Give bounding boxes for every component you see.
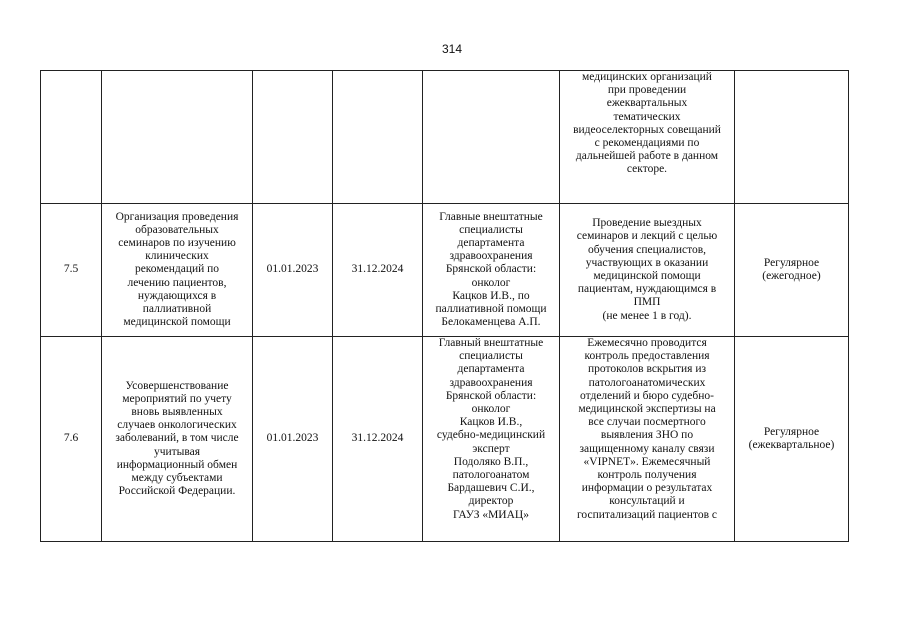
- activities-table: [40, 70, 849, 542]
- cell-activity: [102, 71, 253, 204]
- cell-end-date: [333, 71, 423, 204]
- cell-responsible: [423, 71, 560, 204]
- cell-start-date: [253, 71, 333, 204]
- table-row: [41, 204, 849, 337]
- cell-number: 7.5: [41, 204, 102, 337]
- cell-frequency: Регулярное (ежегодное): [735, 204, 849, 337]
- table-row: [41, 71, 849, 204]
- page-number: 314: [441, 42, 463, 56]
- cell-frequency: [735, 71, 849, 204]
- cell-activity: Усовершенствование мероприятий по учету вновь выявленных случаев онкологических заболеваний, в том числе учитывая информационный обмен между субъектами Российской Федерации.: [102, 337, 253, 542]
- table-row: [41, 337, 849, 542]
- cell-start-date: 01.01.2023: [253, 337, 333, 542]
- cell-responsible: Главный внештатные специалисты департамента здравоохранения Брянской области: онколог Кацков И.В., судебно-медицинский эксперт Подоляко В.П., патологоанатом Бардашевич С.И., директор ГАУЗ «МИАЦ»: [423, 337, 560, 542]
- cell-end-date: 31.12.2024: [333, 337, 423, 542]
- cell-activity: Организация проведения образовательных семинаров по изучению клинических рекомендаций по лечению пациентов, нуждающихся в паллиативной медицинской помощи: [102, 204, 253, 337]
- cell-start-date: 01.01.2023: [253, 204, 333, 337]
- cell-number: 7.6: [41, 337, 102, 542]
- cell-result: медицинских организаций при проведении ежеквартальных тематических видеоселекторных совещаний с рекомендациями по дальнейшей работе в данном секторе.: [560, 71, 735, 204]
- cell-result: Ежемесячно проводится контроль предоставления протоколов вскрытия из патологоанатомических отделений и бюро судебно- медицинской экспертизы на все случаи посмертного выявления ЗНО по защищенному каналу связи «VIPNET». Ежемесячный контроль получения информации о результатах консультаций и госпитализаций пациентов с: [560, 337, 735, 542]
- cell-number: [41, 71, 102, 204]
- cell-responsible: Главные внештатные специалисты департамента здравоохранения Брянской области: онколог Кацков И.В., по паллиативной помощи Белокаменцева А.П.: [423, 204, 560, 337]
- cell-result: Проведение выездных семинаров и лекций с целью обучения специалистов, участвующих в оказании медицинской помощи пациентам, нуждающимся в ПМП (не менее 1 в год).: [560, 204, 735, 337]
- cell-frequency: Регулярное (ежеквартальное): [735, 337, 849, 542]
- cell-end-date: 31.12.2024: [333, 204, 423, 337]
